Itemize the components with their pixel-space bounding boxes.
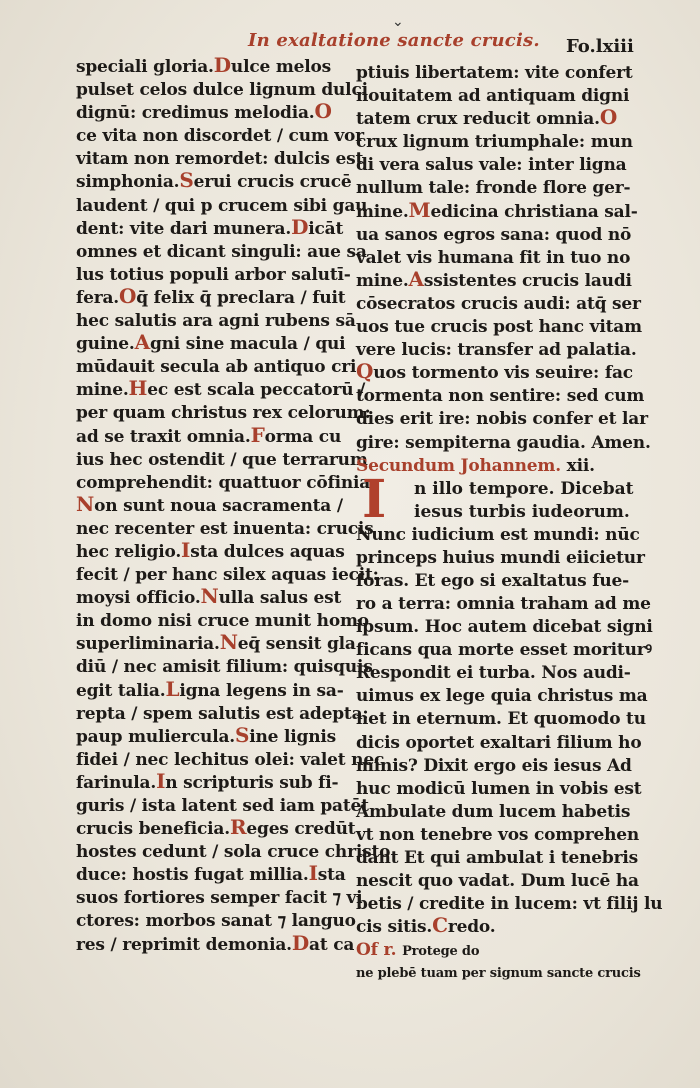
right-column-line [356,62,634,85]
text-segment: Ambulate dum lucem habetis [356,801,631,822]
text-segment: ptiuis libertatem: vite confert [356,63,633,83]
large-initial: I [362,468,387,530]
left-column-line [76,610,369,633]
left-column-line [76,656,373,679]
text-segment: fera. [76,287,120,308]
text-segment: icāt [308,218,344,239]
gospel-line [356,593,651,616]
left-column-line [76,815,356,841]
right-column-line [356,197,638,224]
gospel-line [356,732,642,755]
text-segment: at ca [309,934,355,955]
text-segment: ipsum. Hoc autem dicebat signi [356,617,653,638]
text-segment: ua sanos egros sana: quod nō [356,224,632,245]
gospel-line-2: iesus turbis iudeorum. [414,501,630,522]
text-segment: sta dulces aquas [190,541,345,562]
text-segment: ius hec ostendit / que terrarum [76,449,368,470]
text-segment: nec recenter est inuenta: crucis [76,518,374,539]
rubricated-initial: O [599,105,618,130]
text-segment: nescit quo vadat. Dum lucē ha [356,871,639,892]
text-segment: dignū: credimus melodia. [76,103,315,124]
text-segment: mūdauit secula ab antiquo cri [76,357,357,378]
text-segment: crux lignum triumphale: mun [356,132,633,153]
text-segment: suos fortiores semper facit ⁊ vi [76,888,363,909]
rubricated-initial: D [291,214,309,239]
left-column-line [76,518,374,541]
left-column-line [76,264,351,287]
text-segment: vt non tenebre vos comprehen [356,824,640,845]
rubricated-initial: F [250,422,265,447]
rubricated-initial: O [119,283,137,308]
last-line: ne plebē tuam per signum sancte crucis [356,966,641,982]
text-segment: ad se traxit omnia. [76,426,251,447]
left-column-line [76,376,366,402]
gospel-line [356,685,648,708]
right-column-line [356,131,634,154]
text-segment: vere lucis: transfer ad palatia. [356,340,637,361]
left-column-line [76,168,352,194]
text-segment: ce vita non discordet / cum vor [76,126,364,147]
right-column-line [356,266,634,293]
left-column-line [76,330,346,356]
left-column-line [76,53,346,79]
gospel-line [356,616,653,639]
text-segment: n scripturis sub fi- [165,772,339,793]
text-segment: speciali gloria. [76,57,214,77]
text-segment: mine. [76,380,129,401]
rubricated-initial: O [314,99,332,124]
text-segment: diū / nec amisit filium: quisquis [76,657,373,678]
gospel-line [356,547,645,570]
rubric-text: Secundum Johannem. [356,455,561,476]
text-segment: di vera salus vale: inter ligna [356,155,627,176]
right-column-line [356,432,651,455]
text-segment: dant Et qui ambulat i tenebris [356,848,638,868]
right-column-line [356,293,641,316]
text-segment: mine. [356,201,409,222]
rubricated-initial: H [128,376,148,401]
text-segment: eges credūt [246,819,356,840]
text-segment: q̄ felix q̄ preclara / fuit [136,287,346,308]
text-segment: hec salutis ara agni rubens sā [76,311,356,332]
text-segment: mine. [356,270,409,291]
right-column-line [356,85,634,108]
rubricated-initial: L [165,676,180,701]
text-segment: dicis oportet exaltari filium ho [356,732,642,753]
text-segment: foras. Et ego si exaltatus fue- [356,570,630,591]
gospel-line [356,662,634,685]
left-column-line [76,795,369,818]
left-column-line [76,676,346,703]
gospel-line [356,824,640,847]
text-segment: comprehendit: quattuor cōfinia [76,472,371,493]
text-segment: Respondit ei turba. Nos audi- [356,663,631,684]
right-column-line [356,105,634,131]
text-segment: cis sitis. [356,917,433,938]
text-segment: eq̄ sensit gla [237,634,356,655]
text-segment: simphonia. [76,172,180,193]
left-column-line [76,630,356,656]
text-segment: redo. [447,917,496,938]
text-segment: minis? Dixit ergo eis iesus Ad [356,755,632,776]
left-column-line [76,214,346,241]
text-segment: res / reprimit demonia. [76,934,292,955]
left-column-line [76,148,364,171]
rubricated-initial: R [229,815,247,840]
left-column-line [76,125,364,148]
gospel-line [356,847,638,870]
right-column-line [356,385,645,408]
gospel-line-1: n illo tempore. Dicebat [414,478,634,499]
text-segment: ctores: morbos sanat ⁊ languo [76,911,356,932]
rubricated-initial: I [308,861,318,886]
gospel-line [356,870,639,893]
text-segment: orma cu [264,426,342,447]
left-column-line [76,537,346,564]
rubricated-initial: I [156,768,166,793]
offertory-text: Protege do [402,944,480,960]
right-column-line [356,408,648,431]
text-segment: dent: vite dari munera. [76,218,292,239]
text-segment: per quam christus rex celorum: [76,403,371,424]
gospel-text [356,524,663,940]
text-segment: ec est scala peccatorū / [147,380,366,401]
left-column-line [76,887,363,910]
gospel-opening [356,468,634,530]
right-column-line [356,177,634,200]
left-column-line [76,491,346,518]
gospel-line [356,708,646,731]
rubricated-initial: S [235,722,250,747]
rubricated-initial: N [200,584,219,609]
left-column-line [76,99,346,125]
rubricated-initial: Q [356,359,374,384]
right-column-line [356,154,634,177]
left-column-line [76,402,371,425]
text-segment: repta / spem salutis est adepta: [76,703,369,724]
rubricated-initial: D [291,930,310,955]
rubricated-initial: S [179,168,194,193]
folio-number: Fo.lxiii [566,36,634,57]
gospel-line [356,755,634,778]
left-column-line [76,472,371,495]
left-column-line [76,768,346,795]
rubricated-initial: D [213,53,231,77]
text-segment: dies erit ire: nobis confer et lar [356,409,648,430]
left-column-line [76,584,346,610]
gospel-line [356,639,652,662]
text-segment: net in eternum. Et quomodo tu [356,709,646,730]
text-segment: ro a terra: omnia traham ad me [356,593,651,614]
text-segment: moysi officio. [76,588,201,609]
text-segment: tatem crux reducit omnia. [356,109,600,130]
text-segment: tormenta non sentire: sed cum [356,386,645,407]
left-column-line [76,930,355,957]
right-column-line [356,359,634,385]
text-segment: crucis beneficia. [76,819,230,840]
text-segment: ssistentes crucis laudi [423,270,632,291]
text-segment: farinula. [76,772,157,793]
text-segment: igna legens in sa- [179,680,344,701]
right-text-column [356,62,663,986]
gospel-line [356,893,663,916]
text-segment: vitam non remordet: dulcis est [76,149,364,170]
right-column-line [356,316,642,339]
right-column-line [356,247,634,270]
text-segment: duce: hostis fugat millia. [76,865,309,886]
text-segment: ficans qua morte esset moriturꝰ [356,640,652,661]
text-segment: hostes cedunt / sola cruce christo [76,842,391,863]
text-segment: paup muliercula. [76,726,236,747]
text-segment: betis / credite in lucem: vt filij lu [356,894,663,915]
text-segment: egit talia. [76,680,166,701]
sequence-continuation [356,62,651,455]
page-mark: ⌄ [392,14,404,30]
offertory-line [356,939,634,962]
text-segment: erui crucis crucē [193,172,352,193]
left-column-line [76,449,368,472]
text-segment: superliminaria. [76,634,220,655]
left-column-line [76,310,356,333]
rubricated-initial: I [181,537,191,562]
text-segment: on sunt noua sacramenta / [94,495,343,516]
gospel-line [356,801,634,824]
rubricated-initial: M [408,197,431,222]
text-segment: guris / ista latent sed iam patēt [76,796,369,816]
text-segment: gni sine macula / qui [149,334,346,355]
left-column-line [76,356,357,379]
left-column-line [76,861,346,887]
rubric-chapter: xii. [566,455,595,476]
text-segment: laudent / qui p crucem sibi gau [76,195,368,216]
text-segment: fecit / per hanc silex aquas iecit: [76,565,379,586]
text-segment: valet vis humana fit in tuo no [356,247,631,268]
text-segment: ine lignis [249,726,337,747]
text-segment: princeps huius mundi eiicietur [356,547,645,568]
rubricated-initial: N [219,630,238,655]
text-segment: cōsecratos crucis audi: atq̄ ser [356,293,641,314]
text-segment: ulce melos [230,57,331,77]
rubricated-initial: A [134,330,150,355]
text-segment: huc modicū lumen in vobis est [356,778,642,799]
left-column-line [76,841,391,864]
rubricated-initial: A [408,266,424,291]
rubricated-initial: C [432,913,448,938]
text-segment: sta [317,865,346,886]
text-segment: guine. [76,334,135,355]
text-segment: ulla salus est [218,588,342,609]
text-segment: uos tormento vis seuire: fac [373,363,633,384]
text-segment: hec religio. [76,541,182,562]
text-segment: nouitatem ad antiquam digni [356,86,630,107]
gospel-line [356,913,634,939]
text-segment: omnes et dicant singuli: aue sa [76,241,367,262]
text-segment: lus totius populi arbor salutī- [76,264,351,285]
running-title: In exaltatione sancte crucis. [248,30,540,51]
left-column-line [76,722,346,749]
gospel-line [356,778,642,801]
left-column-line [76,422,346,449]
left-column-line [76,703,369,726]
right-column-line [356,339,637,362]
text-segment: nullum tale: fronde flore ger- [356,178,631,199]
left-column-line [76,241,367,264]
text-segment: pulset celos dulce lignum dulci [76,80,368,101]
text-segment: uos tue crucis post hanc vitam [356,317,642,338]
gospel-line [356,570,634,593]
left-column-line [76,79,368,102]
left-column-line [76,283,346,310]
text-segment: Nunc iudicium est mundi: nūc [356,524,640,545]
text-segment: edicina christiana sal- [430,201,638,222]
offertory-label: Of r. [356,940,397,961]
text-segment: fidei / nec lechitus olei: valet nec [76,749,385,770]
text-segment: uimus ex lege quia christus ma [356,686,648,707]
rubricated-initial: N [76,491,95,516]
gospel-line [356,524,640,547]
right-column-line [356,224,634,247]
text-segment: gire: sempiterna gaudia. Amen. [356,432,651,453]
text-segment: in domo nisi cruce munit homo [76,611,369,632]
left-column-line [76,749,385,772]
gospel-rubric [356,455,634,478]
